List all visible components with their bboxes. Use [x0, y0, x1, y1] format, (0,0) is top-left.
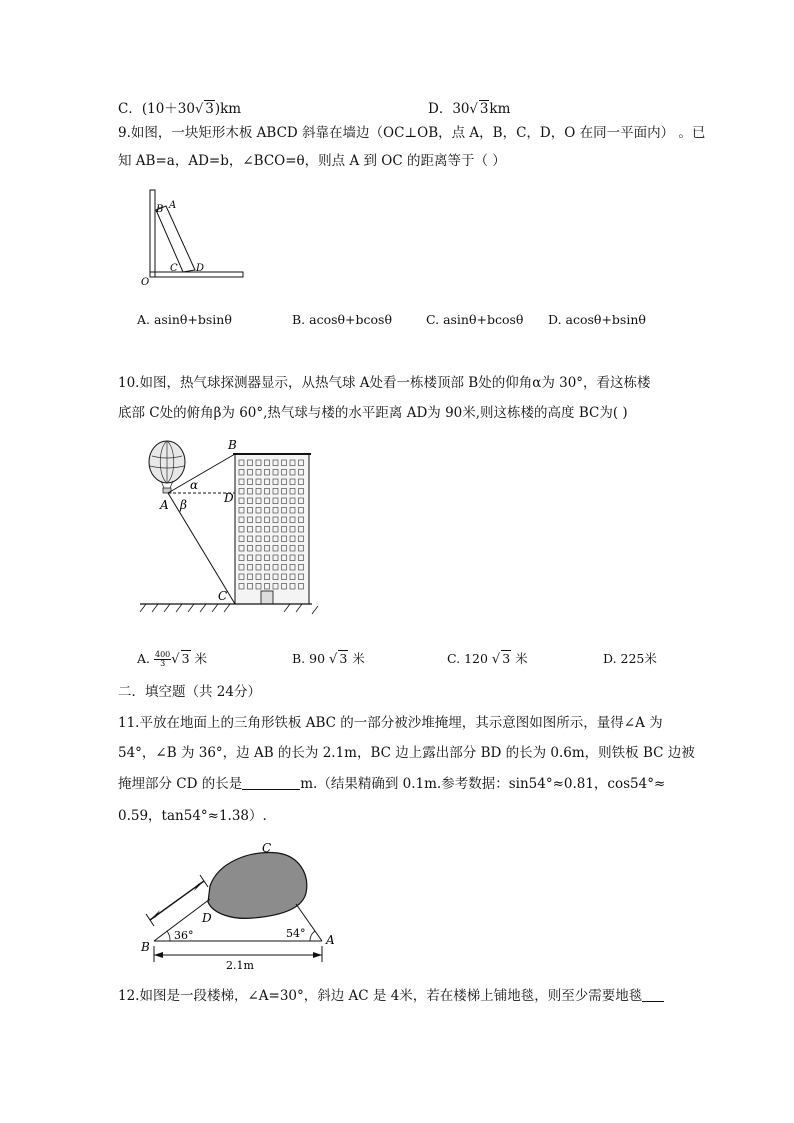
q11-sand-pile	[208, 853, 307, 919]
q11-figure	[138, 838, 338, 973]
q10-label-d: D	[224, 491, 234, 505]
q11-line4: 0.59，tan54°≈1.38）.	[118, 808, 267, 824]
q11-label-c: C	[262, 841, 272, 855]
q10-ground-hatch	[140, 604, 318, 614]
q11-label-a: A	[326, 933, 335, 947]
q10-option-a: A. $\frac{400}{3}$ √ 3 米	[137, 650, 208, 668]
q12-line1: 12.如图是一段楼梯，∠A=30°，斜边 AC 是 4米，若在楼梯上铺地毯，则至少需要地毯	[118, 986, 664, 1006]
q10-figure	[140, 436, 330, 616]
q9-label-d: D	[196, 263, 205, 274]
q11-answer-blank[interactable]	[242, 789, 300, 790]
q10-building-door	[261, 591, 273, 604]
q9-option-c: C. asinθ+bcosθ	[426, 312, 524, 327]
q9-label-c: C	[170, 263, 178, 274]
q10-line-ac	[168, 493, 235, 604]
q10-label-alpha: α	[190, 478, 199, 492]
q11-angle-b: 36°	[174, 929, 194, 942]
q10-option-a-fraction: $\frac{400}{3}$	[155, 650, 171, 668]
q10-label-c: C	[218, 589, 228, 603]
prev-option-d: D．30√ 3km	[428, 101, 511, 117]
q9-figure	[140, 190, 250, 290]
q10-building	[235, 454, 309, 604]
q9-option-b: B. acosθ+bcosθ	[292, 312, 392, 327]
q9-label-o: O	[141, 277, 150, 288]
q9-option-a: A. asinθ+bsinθ	[137, 312, 232, 327]
q11-line2: 54°，∠B 为 36°，边 AB 的长为 2.1m，BC 边上露出部分 BD 的长为 0.6m，则铁板 BC 边被	[118, 745, 695, 761]
q9-label-a: A	[169, 200, 177, 211]
q10-balloon	[149, 441, 185, 493]
q10-label-b: B	[228, 438, 237, 452]
q9-line2: 知 AB=a，AD=b，∠BCO=θ，则点 A 到 OC 的距离等于（ ）	[118, 153, 506, 169]
q10-line2: 底部 C处的俯角β为 60°,热气球与楼的水平距离 AD为 90米,则这栋楼的高度 BC为( )	[118, 405, 628, 421]
q10-label-a: A	[160, 498, 169, 512]
q11-label-b: B	[141, 940, 150, 954]
q11-angle-a: 54°	[286, 927, 306, 940]
q10-option-c: C. 120 √ 3 米	[447, 651, 528, 667]
q10-option-b: B. 90 √ 3 米	[292, 651, 365, 667]
q11-length: 2.1m	[226, 959, 254, 972]
q12-answer-blank[interactable]	[642, 1001, 664, 1002]
q10-label-beta: β	[180, 498, 187, 512]
q11-line3: 掩埋部分 CD 的长是 m.（结果精确到 0.1m.参考数据：sin54°≈0.81，cos54°≈	[118, 776, 666, 792]
q11-bd-arrow	[150, 881, 204, 920]
q9-line1: 9.如图，一块矩形木板 ABCD 斜靠在墙边（OC⊥OB，点 A，B，C，D，O 在同一平面内） 。已	[118, 125, 706, 141]
q9-wall	[150, 190, 155, 277]
section2-title: 二．填空题（共 24分）	[118, 684, 261, 700]
q11-line1: 11.平放在地面上的三角形铁板 ABC 的一部分被沙堆掩埋，其示意图如图所示，量得∠A 为	[118, 715, 663, 731]
q9-option-d: D. acosθ+bsinθ	[548, 312, 646, 327]
q10-option-d: D. 225米	[603, 651, 657, 666]
q11-label-d: D	[202, 911, 212, 925]
q9-label-b: B	[156, 204, 164, 215]
q10-line1: 10.如图，热气球探测器显示，从热气球 A处看一栋楼顶部 B处的仰角α为 30°，看这栋楼	[118, 375, 651, 391]
prev-option-c: C．(10＋30√ 3)km	[118, 101, 242, 117]
